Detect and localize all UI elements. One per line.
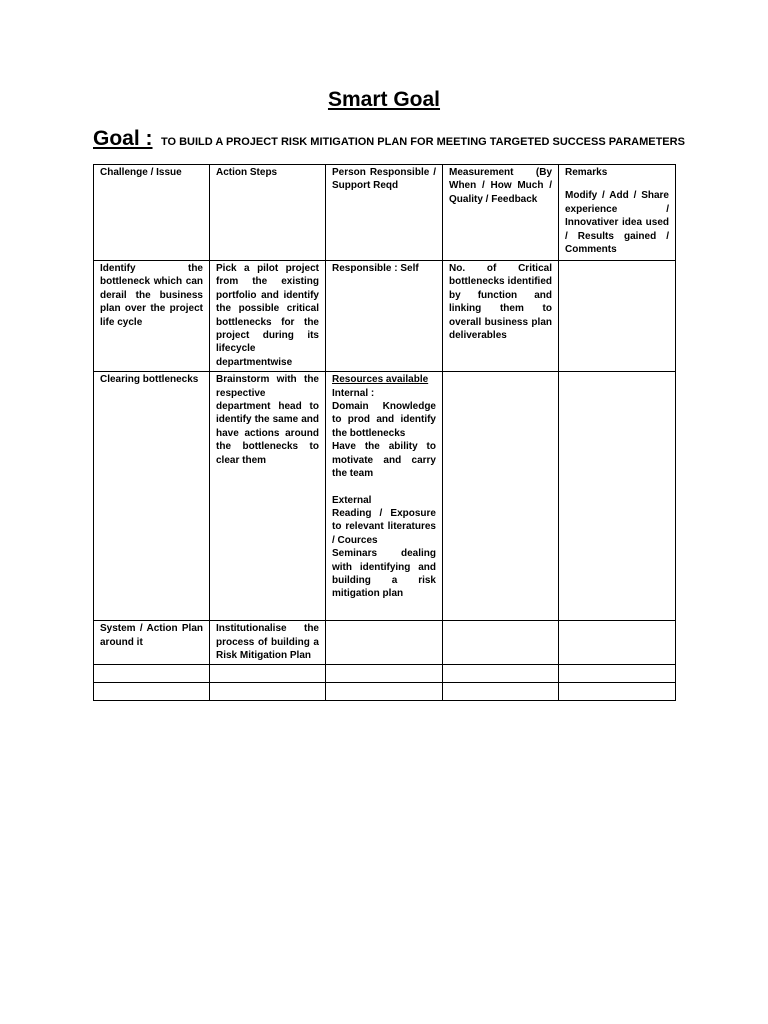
header-person-responsible: Person Responsible / Support Reqd (326, 165, 443, 261)
table-row (94, 261, 676, 372)
empty-cell (326, 665, 443, 683)
header-action-steps: Action Steps (210, 165, 326, 261)
empty-cell (443, 665, 559, 683)
cell-action: Pick a pilot project from the existing portfolio and identify the possible critical bottlenecks for the project during its lifecycle departmentwise (210, 261, 326, 372)
empty-cell (559, 683, 676, 701)
table-row (94, 621, 676, 665)
remarks-heading: Remarks (565, 167, 608, 178)
internal-item: Domain Knowledge to prod and identify the bottlenecks (332, 401, 436, 439)
internal-label: Internal : (332, 387, 375, 399)
empty-cell (559, 665, 676, 683)
empty-cell (326, 683, 443, 701)
header-challenge: Challenge / Issue (94, 165, 210, 261)
header-remarks (559, 165, 676, 261)
empty-cell (94, 665, 210, 683)
page-title: Smart Goal (327, 88, 441, 111)
empty-table-row (94, 665, 676, 683)
cell-person (326, 621, 443, 665)
external-item: Reading / Exposure to relevant literatures / Cources (332, 507, 436, 546)
cell-remarks (559, 261, 676, 372)
cell-action: Brainstorm with the respective department head to identify the same and have actions around the bottlenecks to clear them (210, 372, 326, 621)
goal-statement (93, 127, 693, 151)
goal-label: Goal : (93, 127, 153, 150)
smart-goal-table (93, 164, 676, 701)
empty-cell (210, 665, 326, 683)
empty-table-row (94, 683, 676, 701)
cell-measurement: No. of Critical bottlenecks identified by function and linking them to overall business plan deliverables (443, 261, 559, 372)
internal-item: Have the ability to motivate and carry the team (332, 441, 436, 480)
empty-cell (94, 683, 210, 701)
cell-person: Responsible : Self (326, 261, 443, 372)
cell-challenge: Identify the bottleneck which can derail the business plan over the project life cycle (94, 261, 210, 372)
goal-text: TO BUILD A PROJECT RISK MITIGATION PLAN FOR MEETING TARGETED SUCCESS PARAMETERS (160, 136, 685, 148)
remarks-note: Modify / Add / Share experience / Innovativer idea used / Results gained / Comments (565, 190, 669, 256)
empty-cell (210, 683, 326, 701)
cell-person (326, 372, 443, 621)
table-header-row (94, 165, 676, 261)
external-label: External (332, 494, 372, 506)
cell-challenge: Clearing bottlenecks (94, 372, 210, 621)
header-measurement: Measurement (By When / How Much / Quality / Feedback (443, 165, 559, 261)
cell-challenge: System / Action Plan around it (94, 621, 210, 665)
external-item: Seminars dealing with identifying and building a risk mitigation plan (332, 548, 436, 600)
cell-remarks (559, 621, 676, 665)
empty-cell (443, 683, 559, 701)
resources-heading: Resources available (332, 374, 429, 386)
cell-remarks (559, 372, 676, 621)
cell-action: Institutionalise the process of building a Risk Mitigation Plan (210, 621, 326, 665)
cell-measurement (443, 621, 559, 665)
table-row (94, 372, 676, 621)
cell-measurement (443, 372, 559, 621)
